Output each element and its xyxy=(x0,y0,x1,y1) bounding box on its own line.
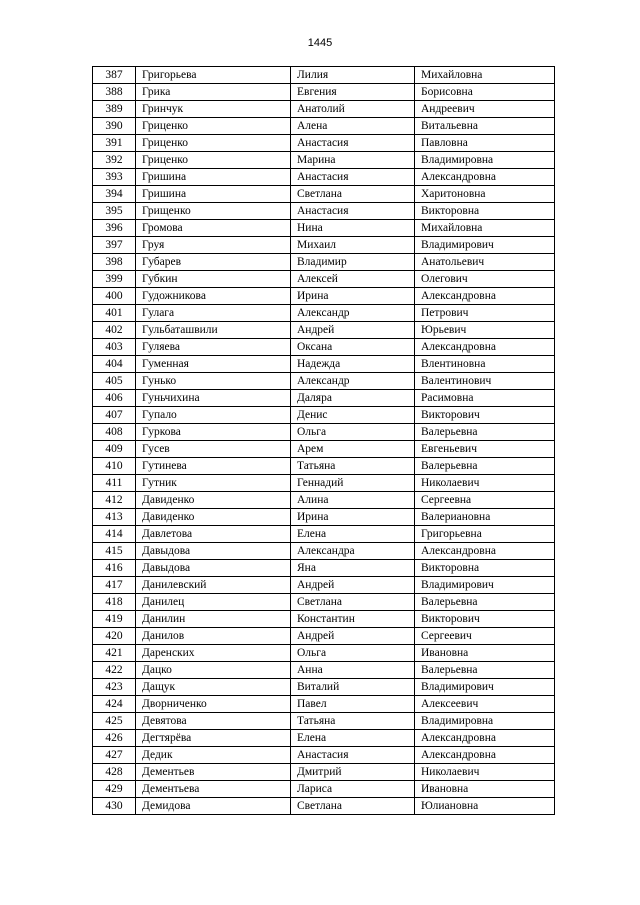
patronymic-cell: Сергеевна xyxy=(415,492,555,509)
row-number-cell: 422 xyxy=(93,662,136,679)
first-name-cell: Даляра xyxy=(291,390,415,407)
patronymic-cell: Валентинович xyxy=(415,373,555,390)
last-name-cell: Гуркова xyxy=(136,424,291,441)
last-name-cell: Гульбаташвили xyxy=(136,322,291,339)
first-name-cell: Ольга xyxy=(291,424,415,441)
table-row xyxy=(93,696,555,713)
patronymic-cell: Николаевич xyxy=(415,475,555,492)
last-name-cell: Давлетова xyxy=(136,526,291,543)
row-number-cell: 428 xyxy=(93,764,136,781)
table-row xyxy=(93,390,555,407)
table-row xyxy=(93,237,555,254)
patronymic-cell: Викторовна xyxy=(415,560,555,577)
row-number-cell: 389 xyxy=(93,101,136,118)
last-name-cell: Девятова xyxy=(136,713,291,730)
table-row xyxy=(93,305,555,322)
last-name-cell: Давиденко xyxy=(136,509,291,526)
patronymic-cell: Валерьевна xyxy=(415,662,555,679)
patronymic-cell: Андреевич xyxy=(415,101,555,118)
patronymic-cell: Владимирович xyxy=(415,679,555,696)
first-name-cell: Евгения xyxy=(291,84,415,101)
last-name-cell: Данилин xyxy=(136,611,291,628)
table-row xyxy=(93,322,555,339)
first-name-cell: Константин xyxy=(291,611,415,628)
table-row xyxy=(93,662,555,679)
first-name-cell: Светлана xyxy=(291,798,415,815)
row-number-cell: 410 xyxy=(93,458,136,475)
table-row xyxy=(93,339,555,356)
patronymic-cell: Валериановна xyxy=(415,509,555,526)
last-name-cell: Данилов xyxy=(136,628,291,645)
row-number-cell: 409 xyxy=(93,441,136,458)
table-row xyxy=(93,730,555,747)
last-name-cell: Гуляева xyxy=(136,339,291,356)
table-row xyxy=(93,458,555,475)
first-name-cell: Анастасия xyxy=(291,203,415,220)
patronymic-cell: Викторович xyxy=(415,407,555,424)
last-name-cell: Данилевский xyxy=(136,577,291,594)
first-name-cell: Татьяна xyxy=(291,458,415,475)
row-number-cell: 414 xyxy=(93,526,136,543)
first-name-cell: Татьяна xyxy=(291,713,415,730)
row-number-cell: 420 xyxy=(93,628,136,645)
table-row xyxy=(93,288,555,305)
table-row xyxy=(93,101,555,118)
table-row xyxy=(93,67,555,84)
patronymic-cell: Петрович xyxy=(415,305,555,322)
last-name-cell: Григорьева xyxy=(136,67,291,84)
last-name-cell: Дацко xyxy=(136,662,291,679)
last-name-cell: Гуменная xyxy=(136,356,291,373)
row-number-cell: 403 xyxy=(93,339,136,356)
patronymic-cell: Алексеевич xyxy=(415,696,555,713)
first-name-cell: Надежда xyxy=(291,356,415,373)
last-name-cell: Гудожникова xyxy=(136,288,291,305)
patronymic-cell: Валерьевна xyxy=(415,594,555,611)
table-row xyxy=(93,220,555,237)
first-name-cell: Денис xyxy=(291,407,415,424)
row-number-cell: 427 xyxy=(93,747,136,764)
patronymic-cell: Ивановна xyxy=(415,781,555,798)
row-number-cell: 426 xyxy=(93,730,136,747)
patronymic-cell: Михайловна xyxy=(415,220,555,237)
first-name-cell: Арем xyxy=(291,441,415,458)
row-number-cell: 404 xyxy=(93,356,136,373)
first-name-cell: Елена xyxy=(291,730,415,747)
table-row xyxy=(93,509,555,526)
last-name-cell: Давиденко xyxy=(136,492,291,509)
row-number-cell: 398 xyxy=(93,254,136,271)
table-row xyxy=(93,186,555,203)
table-row xyxy=(93,84,555,101)
row-number-cell: 419 xyxy=(93,611,136,628)
row-number-cell: 424 xyxy=(93,696,136,713)
table-row xyxy=(93,628,555,645)
patronymic-cell: Влентиновна xyxy=(415,356,555,373)
last-name-cell: Гунько xyxy=(136,373,291,390)
last-name-cell: Громова xyxy=(136,220,291,237)
row-number-cell: 418 xyxy=(93,594,136,611)
first-name-cell: Анастасия xyxy=(291,169,415,186)
last-name-cell: Грика xyxy=(136,84,291,101)
first-name-cell: Михаил xyxy=(291,237,415,254)
first-name-cell: Александр xyxy=(291,305,415,322)
last-name-cell: Грищенко xyxy=(136,203,291,220)
patronymic-cell: Викторович xyxy=(415,611,555,628)
row-number-cell: 408 xyxy=(93,424,136,441)
last-name-cell: Гриценко xyxy=(136,135,291,152)
first-name-cell: Павел xyxy=(291,696,415,713)
first-name-cell: Андрей xyxy=(291,577,415,594)
first-name-cell: Владимир xyxy=(291,254,415,271)
patronymic-cell: Николаевич xyxy=(415,764,555,781)
patronymic-cell: Валерьевна xyxy=(415,458,555,475)
first-name-cell: Светлана xyxy=(291,186,415,203)
row-number-cell: 390 xyxy=(93,118,136,135)
table-row xyxy=(93,135,555,152)
row-number-cell: 388 xyxy=(93,84,136,101)
table-row xyxy=(93,424,555,441)
patronymic-cell: Юлиановна xyxy=(415,798,555,815)
row-number-cell: 412 xyxy=(93,492,136,509)
row-number-cell: 399 xyxy=(93,271,136,288)
table-row xyxy=(93,254,555,271)
row-number-cell: 405 xyxy=(93,373,136,390)
first-name-cell: Алина xyxy=(291,492,415,509)
row-number-cell: 401 xyxy=(93,305,136,322)
patronymic-cell: Евгеньевич xyxy=(415,441,555,458)
last-name-cell: Дегтярёва xyxy=(136,730,291,747)
table-row xyxy=(93,152,555,169)
first-name-cell: Алена xyxy=(291,118,415,135)
last-name-cell: Дементьев xyxy=(136,764,291,781)
last-name-cell: Губарев xyxy=(136,254,291,271)
last-name-cell: Даренских xyxy=(136,645,291,662)
page-number: 1445 xyxy=(307,37,333,49)
last-name-cell: Гусев xyxy=(136,441,291,458)
row-number-cell: 395 xyxy=(93,203,136,220)
first-name-cell: Александр xyxy=(291,373,415,390)
last-name-cell: Гутник xyxy=(136,475,291,492)
table-row xyxy=(93,407,555,424)
table-row xyxy=(93,441,555,458)
first-name-cell: Светлана xyxy=(291,594,415,611)
row-number-cell: 396 xyxy=(93,220,136,237)
row-number-cell: 394 xyxy=(93,186,136,203)
patronymic-cell: Витальевна xyxy=(415,118,555,135)
row-number-cell: 400 xyxy=(93,288,136,305)
first-name-cell: Александра xyxy=(291,543,415,560)
first-name-cell: Марина xyxy=(291,152,415,169)
table-row xyxy=(93,560,555,577)
first-name-cell: Ирина xyxy=(291,288,415,305)
row-number-cell: 402 xyxy=(93,322,136,339)
row-number-cell: 393 xyxy=(93,169,136,186)
patronymic-cell: Александровна xyxy=(415,747,555,764)
table-row xyxy=(93,764,555,781)
last-name-cell: Гупало xyxy=(136,407,291,424)
patronymic-cell: Ивановна xyxy=(415,645,555,662)
patronymic-cell: Александровна xyxy=(415,730,555,747)
row-number-cell: 391 xyxy=(93,135,136,152)
first-name-cell: Анастасия xyxy=(291,135,415,152)
row-number-cell: 392 xyxy=(93,152,136,169)
patronymic-cell: Расимовна xyxy=(415,390,555,407)
patronymic-cell: Викторовна xyxy=(415,203,555,220)
patronymic-cell: Анатольевич xyxy=(415,254,555,271)
first-name-cell: Ирина xyxy=(291,509,415,526)
last-name-cell: Демидова xyxy=(136,798,291,815)
patronymic-cell: Владимирович xyxy=(415,237,555,254)
first-name-cell: Андрей xyxy=(291,628,415,645)
patronymic-cell: Александровна xyxy=(415,543,555,560)
row-number-cell: 407 xyxy=(93,407,136,424)
last-name-cell: Груя xyxy=(136,237,291,254)
row-number-cell: 430 xyxy=(93,798,136,815)
row-number-cell: 413 xyxy=(93,509,136,526)
row-number-cell: 387 xyxy=(93,67,136,84)
last-name-cell: Гришина xyxy=(136,169,291,186)
first-name-cell: Геннадий xyxy=(291,475,415,492)
table-row xyxy=(93,356,555,373)
last-name-cell: Гулага xyxy=(136,305,291,322)
patronymic-cell: Павловна xyxy=(415,135,555,152)
table-row xyxy=(93,747,555,764)
patronymic-cell: Александровна xyxy=(415,339,555,356)
first-name-cell: Андрей xyxy=(291,322,415,339)
table-row xyxy=(93,781,555,798)
last-name-cell: Данилец xyxy=(136,594,291,611)
first-name-cell: Анатолий xyxy=(291,101,415,118)
table-row xyxy=(93,577,555,594)
last-name-cell: Давыдова xyxy=(136,543,291,560)
table-row xyxy=(93,645,555,662)
first-name-cell: Дмитрий xyxy=(291,764,415,781)
last-name-cell: Дворниченко xyxy=(136,696,291,713)
row-number-cell: 425 xyxy=(93,713,136,730)
patronymic-cell: Григорьевна xyxy=(415,526,555,543)
last-name-cell: Гринчук xyxy=(136,101,291,118)
patronymic-cell: Михайловна xyxy=(415,67,555,84)
patronymic-cell: Владимирович xyxy=(415,577,555,594)
table-row xyxy=(93,271,555,288)
row-number-cell: 429 xyxy=(93,781,136,798)
row-number-cell: 406 xyxy=(93,390,136,407)
row-number-cell: 416 xyxy=(93,560,136,577)
row-number-cell: 397 xyxy=(93,237,136,254)
last-name-cell: Гуньчихина xyxy=(136,390,291,407)
table-row xyxy=(93,594,555,611)
patronymic-cell: Владимировна xyxy=(415,152,555,169)
first-name-cell: Нина xyxy=(291,220,415,237)
table-row xyxy=(93,679,555,696)
first-name-cell: Виталий xyxy=(291,679,415,696)
patronymic-cell: Сергеевич xyxy=(415,628,555,645)
last-name-cell: Гриценко xyxy=(136,118,291,135)
last-name-cell: Губкин xyxy=(136,271,291,288)
table-row xyxy=(93,798,555,815)
first-name-cell: Ольга xyxy=(291,645,415,662)
roster-table xyxy=(92,66,555,815)
first-name-cell: Яна xyxy=(291,560,415,577)
first-name-cell: Оксана xyxy=(291,339,415,356)
patronymic-cell: Борисовна xyxy=(415,84,555,101)
patronymic-cell: Валерьевна xyxy=(415,424,555,441)
table-row xyxy=(93,118,555,135)
patronymic-cell: Александровна xyxy=(415,169,555,186)
row-number-cell: 415 xyxy=(93,543,136,560)
first-name-cell: Елена xyxy=(291,526,415,543)
row-number-cell: 421 xyxy=(93,645,136,662)
table-row xyxy=(93,526,555,543)
first-name-cell: Лилия xyxy=(291,67,415,84)
first-name-cell: Лариса xyxy=(291,781,415,798)
last-name-cell: Давыдова xyxy=(136,560,291,577)
table-row xyxy=(93,543,555,560)
patronymic-cell: Харитоновна xyxy=(415,186,555,203)
table-row xyxy=(93,713,555,730)
roster-table-body xyxy=(93,67,555,815)
row-number-cell: 417 xyxy=(93,577,136,594)
first-name-cell: Алексей xyxy=(291,271,415,288)
last-name-cell: Гришина xyxy=(136,186,291,203)
patronymic-cell: Владимировна xyxy=(415,713,555,730)
last-name-cell: Дементьева xyxy=(136,781,291,798)
first-name-cell: Анна xyxy=(291,662,415,679)
table-row xyxy=(93,203,555,220)
patronymic-cell: Юрьевич xyxy=(415,322,555,339)
table-row xyxy=(93,373,555,390)
row-number-cell: 423 xyxy=(93,679,136,696)
last-name-cell: Дащук xyxy=(136,679,291,696)
table-row xyxy=(93,492,555,509)
last-name-cell: Дедик xyxy=(136,747,291,764)
last-name-cell: Гриценко xyxy=(136,152,291,169)
patronymic-cell: Олегович xyxy=(415,271,555,288)
row-number-cell: 411 xyxy=(93,475,136,492)
patronymic-cell: Александровна xyxy=(415,288,555,305)
last-name-cell: Гутинева xyxy=(136,458,291,475)
table-row xyxy=(93,611,555,628)
first-name-cell: Анастасия xyxy=(291,747,415,764)
table-row xyxy=(93,475,555,492)
table-row xyxy=(93,169,555,186)
